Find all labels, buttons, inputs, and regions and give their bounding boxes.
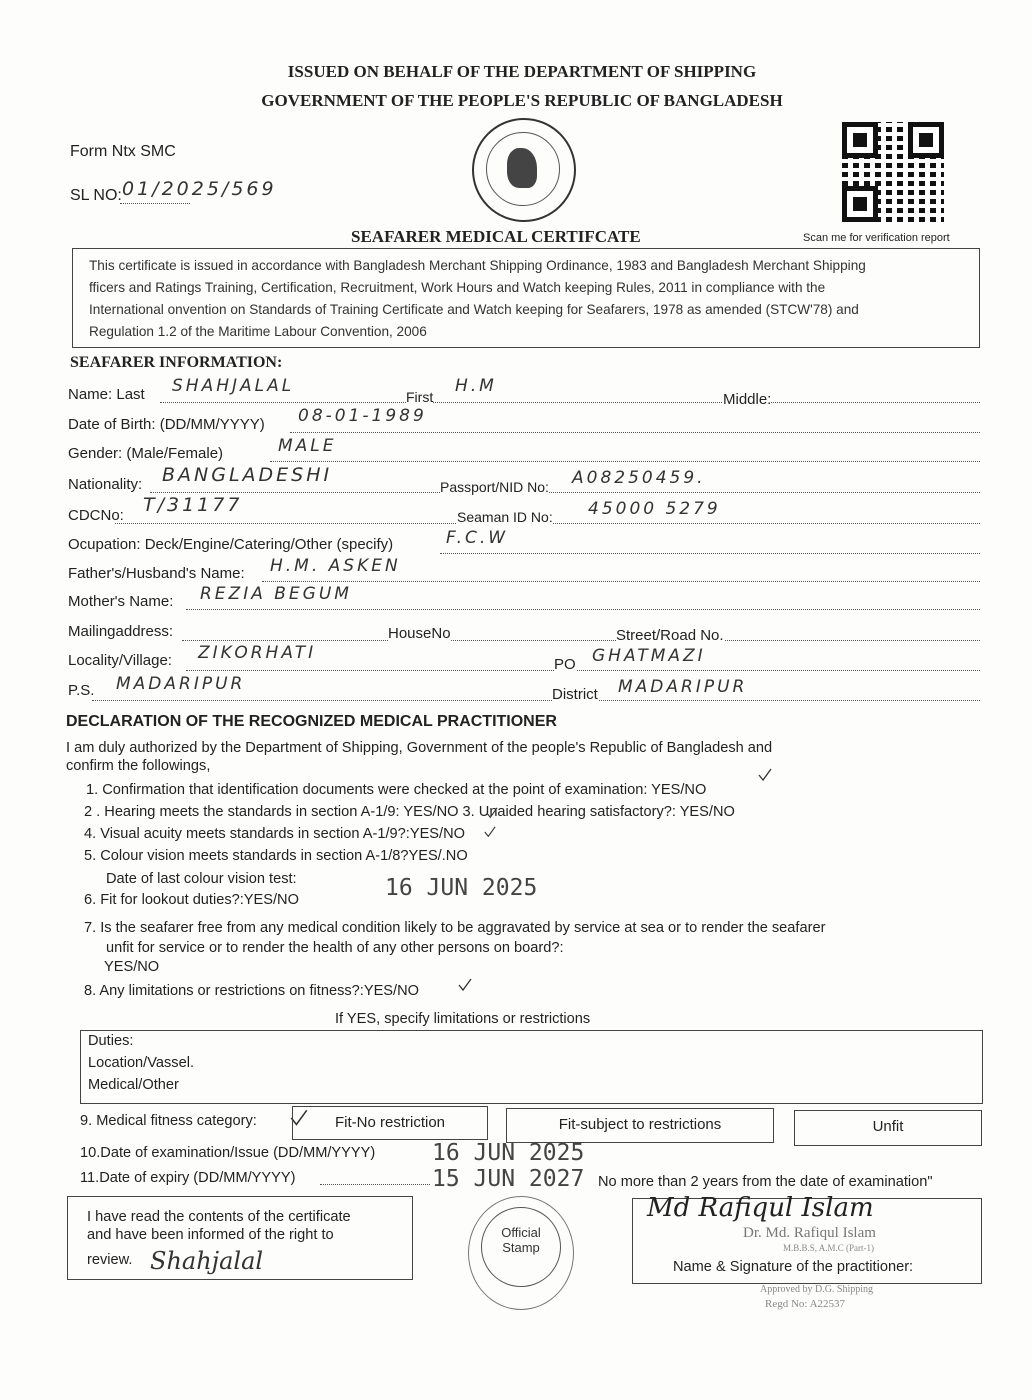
district-value: MADARIPUR (618, 677, 748, 697)
declaration-item: 1. Confirmation that identification documents were checked at the point of examination: YES/NO (86, 782, 707, 798)
occupation-label: Ocupation: Deck/Engine/Catering/Other (specify) (68, 536, 394, 553)
passport-value: A08250459. (572, 468, 706, 488)
po-value: GHATMAZI (592, 646, 706, 666)
district-label: District (552, 686, 598, 703)
official-stamp (468, 1196, 574, 1310)
limitations-caption: If YES, specify limitations or restrictions (335, 1011, 591, 1027)
dob-value: 08-01-1989 (298, 406, 427, 426)
po-label: PO (554, 656, 576, 673)
intro-line: International onvention on Standards of Training Certificate and Watch keeping for Seafarers, 1978 as amended (STCW'78) and (89, 302, 859, 317)
fitness-option-unfit[interactable]: Unfit (794, 1110, 982, 1146)
declaration-item: 6. Fit for lookout duties?:YES/NO (84, 892, 299, 908)
practitioner-name: Dr. Md. Rafiqul Islam (743, 1225, 876, 1241)
qr-caption: Scan me for verification report (803, 232, 950, 244)
check-mark-icon (486, 807, 498, 819)
declaration-item: 2 . Hearing meets the standards in section A-1/9: YES/NO 3. Unaided hearing satisfactory?: YES/NO (84, 804, 735, 820)
declaration-heading: DECLARATION OF THE RECOGNIZED MEDICAL PRACTITIONER (66, 713, 557, 730)
father-name-value: H.M. ASKEN (270, 556, 401, 576)
gender-label: Gender: (Male/Female) (68, 445, 224, 462)
ack-text: and have been informed of the right to (87, 1227, 334, 1243)
limitations-box (80, 1030, 983, 1104)
intro-line: fficers and Ratings Training, Certification, Recruitment, Work Hours and Watch keeping Rules, 2011 in compliance with the (89, 280, 826, 295)
expiry-date-value: 15 JUN 2027 (432, 1166, 585, 1192)
house-no-label: HouseNo (388, 625, 451, 642)
sl-value: 01/2025/569 (122, 178, 277, 200)
medical-other-field[interactable]: Medical/Other (88, 1077, 179, 1093)
check-mark-icon (758, 768, 772, 782)
passport-label: Passport/NID No: (440, 479, 549, 495)
dob-label: Date of Birth: (DD/MM/YYYY) (68, 416, 265, 433)
nationality-label: Nationality: (68, 476, 143, 493)
practitioner-signature: Md Rafiqul Islam (647, 1193, 874, 1223)
fitness-category-label: 9. Medical fitness category: (80, 1113, 257, 1129)
declaration-item: 8. Any limitations or restrictions on fitness?:YES/NO (84, 983, 419, 999)
first-name-label: First (406, 389, 434, 405)
declaration-item: unfit for service or to render the health of any other persons on board?: (106, 940, 564, 956)
ps-value: MADARIPUR (116, 674, 246, 694)
practitioner-label: Name & Signature of the practitioner: (673, 1259, 914, 1275)
expiry-date-label: 11.Date of expiry (DD/MM/YYYY) (80, 1170, 296, 1186)
first-name-value: H.M (455, 376, 497, 396)
intro-box (72, 248, 980, 348)
declaration-item: Date of last colour vision test: (106, 871, 297, 887)
last-name-label: Name: Last (68, 386, 145, 403)
form-code: Form Ntx SMC (70, 143, 176, 160)
exam-date-label: 10.Date of examination/Issue (DD/MM/YYYY) (80, 1145, 376, 1161)
check-mark-icon (458, 978, 472, 992)
occupation-value: F.C.W (446, 528, 509, 548)
seafarer-acknowledgement-box (67, 1196, 413, 1280)
qr-code-icon[interactable] (842, 122, 944, 222)
header-line1: ISSUED ON BEHALF OF THE DEPARTMENT OF SHIPPING (287, 62, 757, 81)
declaration-item: 5. Colour vision meets standards in section A-1/8?YES/.NO (84, 848, 468, 864)
middle-name-label: Middle: (723, 391, 772, 408)
ack-text: I have read the contents of the certificate (87, 1209, 351, 1225)
duties-field[interactable]: Duties: (88, 1033, 134, 1049)
declaration-item: 7. Is the seafarer free from any medical condition likely to be aggravated by service at sea or to render the seafarer (84, 920, 826, 936)
mailing-address-label: Mailingaddress: (68, 623, 174, 640)
gender-value: MALE (278, 436, 337, 456)
sl-label: SL NO: (70, 187, 122, 204)
declaration-intro: confirm the followings, (66, 758, 211, 774)
nationality-value: BANGLADESHI (162, 464, 333, 486)
header-line2: GOVERNMENT OF THE PEOPLE'S REPUBLIC OF BANGLADESH (261, 91, 783, 110)
declaration-item: 4. Visual acuity meets standards in section A-1/9?:YES/NO (84, 826, 465, 842)
ack-text: review. (87, 1252, 133, 1268)
practitioner-quals: M.B.B.S, A.M.C (Part-1) (783, 1243, 875, 1253)
father-name-label: Father's/Husband's Name: (68, 565, 245, 582)
seaman-id-value: 45000 5279 (588, 499, 721, 519)
locality-label: Locality/Village: (68, 652, 172, 669)
seafarer-signature: Shahjalal (150, 1247, 264, 1275)
seaman-id-label: Seaman ID No: (457, 509, 553, 525)
declaration-intro: I am duly authorized by the Department of Shipping, Government of the people's Republic of Bangladesh and (66, 740, 773, 756)
declaration-item: YES/NO (104, 959, 160, 975)
certificate-title: SEAFARER MEDICAL CERTIFCATE (351, 227, 641, 246)
last-name-value: SHAHJALAL (172, 376, 295, 396)
government-seal-icon (472, 118, 576, 222)
locality-value: ZIKORHATI (198, 643, 317, 663)
ps-label: P.S. (68, 682, 95, 699)
intro-line: This certificate is issued in accordance with Bangladesh Merchant Shipping Ordinance, 1983 and Bangladesh Merchant Shipping (89, 258, 866, 273)
location-field[interactable]: Location/Vassel. (88, 1055, 195, 1071)
mother-name-label: Mother's Name: (68, 593, 174, 610)
official-stamp-label: Official Stamp (501, 1225, 541, 1255)
practitioner-approval: Approved by D.G. Shipping (760, 1284, 874, 1295)
cdc-label: CDCNo: (68, 507, 124, 524)
cdc-value: T/31177 (143, 494, 243, 516)
practitioner-regd-no: Regd No: A22537 (765, 1298, 846, 1310)
colour-test-date: 16 JUN 2025 (385, 875, 538, 901)
check-mark-icon (484, 826, 496, 838)
fitness-option-fit-no-restriction[interactable]: Fit-No restriction (292, 1106, 488, 1140)
expiry-note: No more than 2 years from the date of examination" (598, 1174, 933, 1190)
street-label: Street/Road No. (616, 627, 724, 644)
intro-line: Regulation 1.2 of the Maritime Labour Convention, 2006 (89, 324, 427, 339)
exam-date-value: 16 JUN 2025 (432, 1140, 585, 1166)
mother-name-value: REZIA BEGUM (200, 584, 352, 604)
fitness-option-fit-subject[interactable]: Fit-subject to restrictions (506, 1108, 774, 1143)
practitioner-box (632, 1193, 982, 1284)
seafarer-info-heading: SEAFARER INFORMATION: (70, 354, 283, 371)
